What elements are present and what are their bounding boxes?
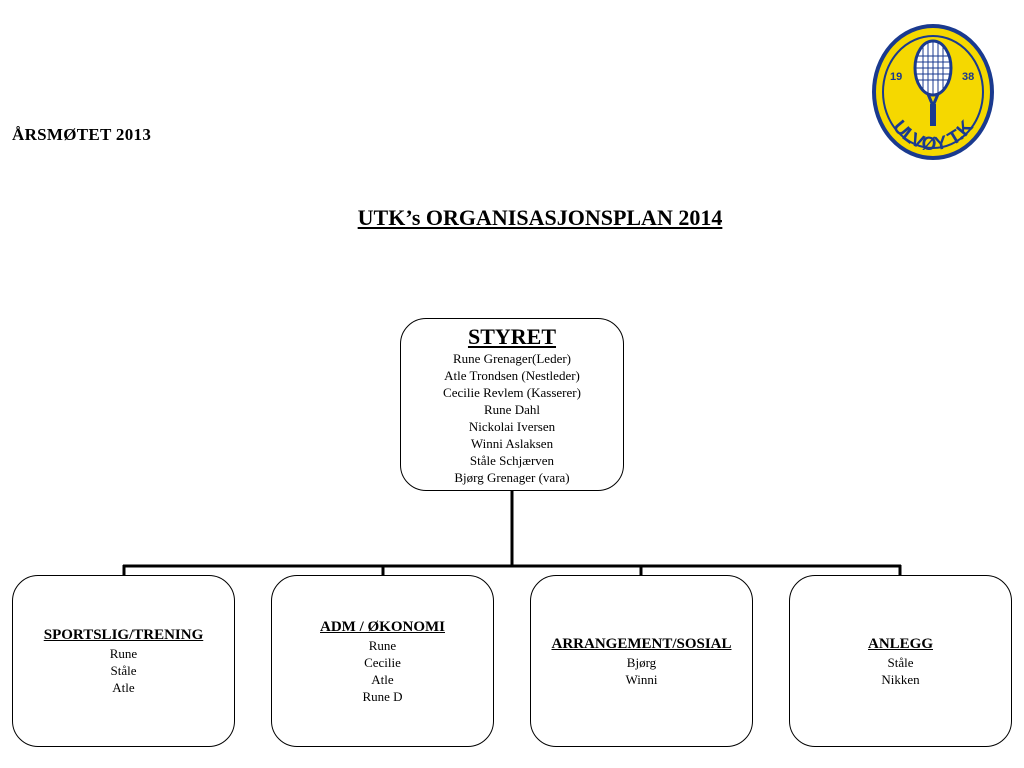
department-box-adm (271, 575, 494, 747)
department-member: Bjørg (626, 654, 657, 670)
board-member: Ståle Schjærven (469, 452, 555, 468)
board-box (400, 318, 624, 491)
department-member: Ståle (887, 654, 914, 670)
board-title: STYRET (467, 323, 557, 349)
logo-club-name: ULVØY T.K (888, 116, 978, 156)
department-member: Atle (371, 671, 394, 687)
department-title: ARRANGEMENT/SOSIAL (551, 635, 732, 652)
department-member: Ståle (110, 663, 137, 678)
board-member: Cecilie Revlem (Kasserer) (443, 384, 581, 400)
department-member: Rune (109, 646, 138, 661)
board-member: Rune Dahl (484, 401, 540, 417)
department-member: Cecilie (364, 654, 401, 670)
board-member: Nickolai Iversen (468, 418, 556, 434)
department-box-arrangement (530, 575, 753, 747)
board-member: Atle Trondsen (Nestleder) (444, 367, 580, 383)
department-member: Nikken (881, 671, 920, 687)
page-title: UTK’s ORGANISASJONSPLAN 2014 (357, 205, 723, 230)
department-member: Winni (625, 671, 658, 687)
logo-year-right: 38 (962, 71, 975, 83)
department-member: Atle (112, 680, 135, 695)
meeting-label: ÅRSMØTET 2013 (12, 125, 152, 144)
department-title: ANLEGG (867, 635, 933, 652)
board-member: Winni Aslaksen (470, 435, 554, 451)
board-member: Bjørg Grenager (vara) (454, 469, 570, 485)
logo-year-left: 19 (890, 71, 903, 83)
department-member: Rune (368, 637, 397, 653)
department-title: ADM / ØKONOMI (320, 618, 445, 635)
department-member: Rune D (362, 688, 403, 704)
department-box-anlegg (789, 575, 1012, 747)
department-title: SPORTSLIG/TRENING (43, 627, 204, 643)
board-member: Rune Grenager(Leder) (452, 350, 571, 366)
department-box-sportslig (12, 575, 235, 747)
